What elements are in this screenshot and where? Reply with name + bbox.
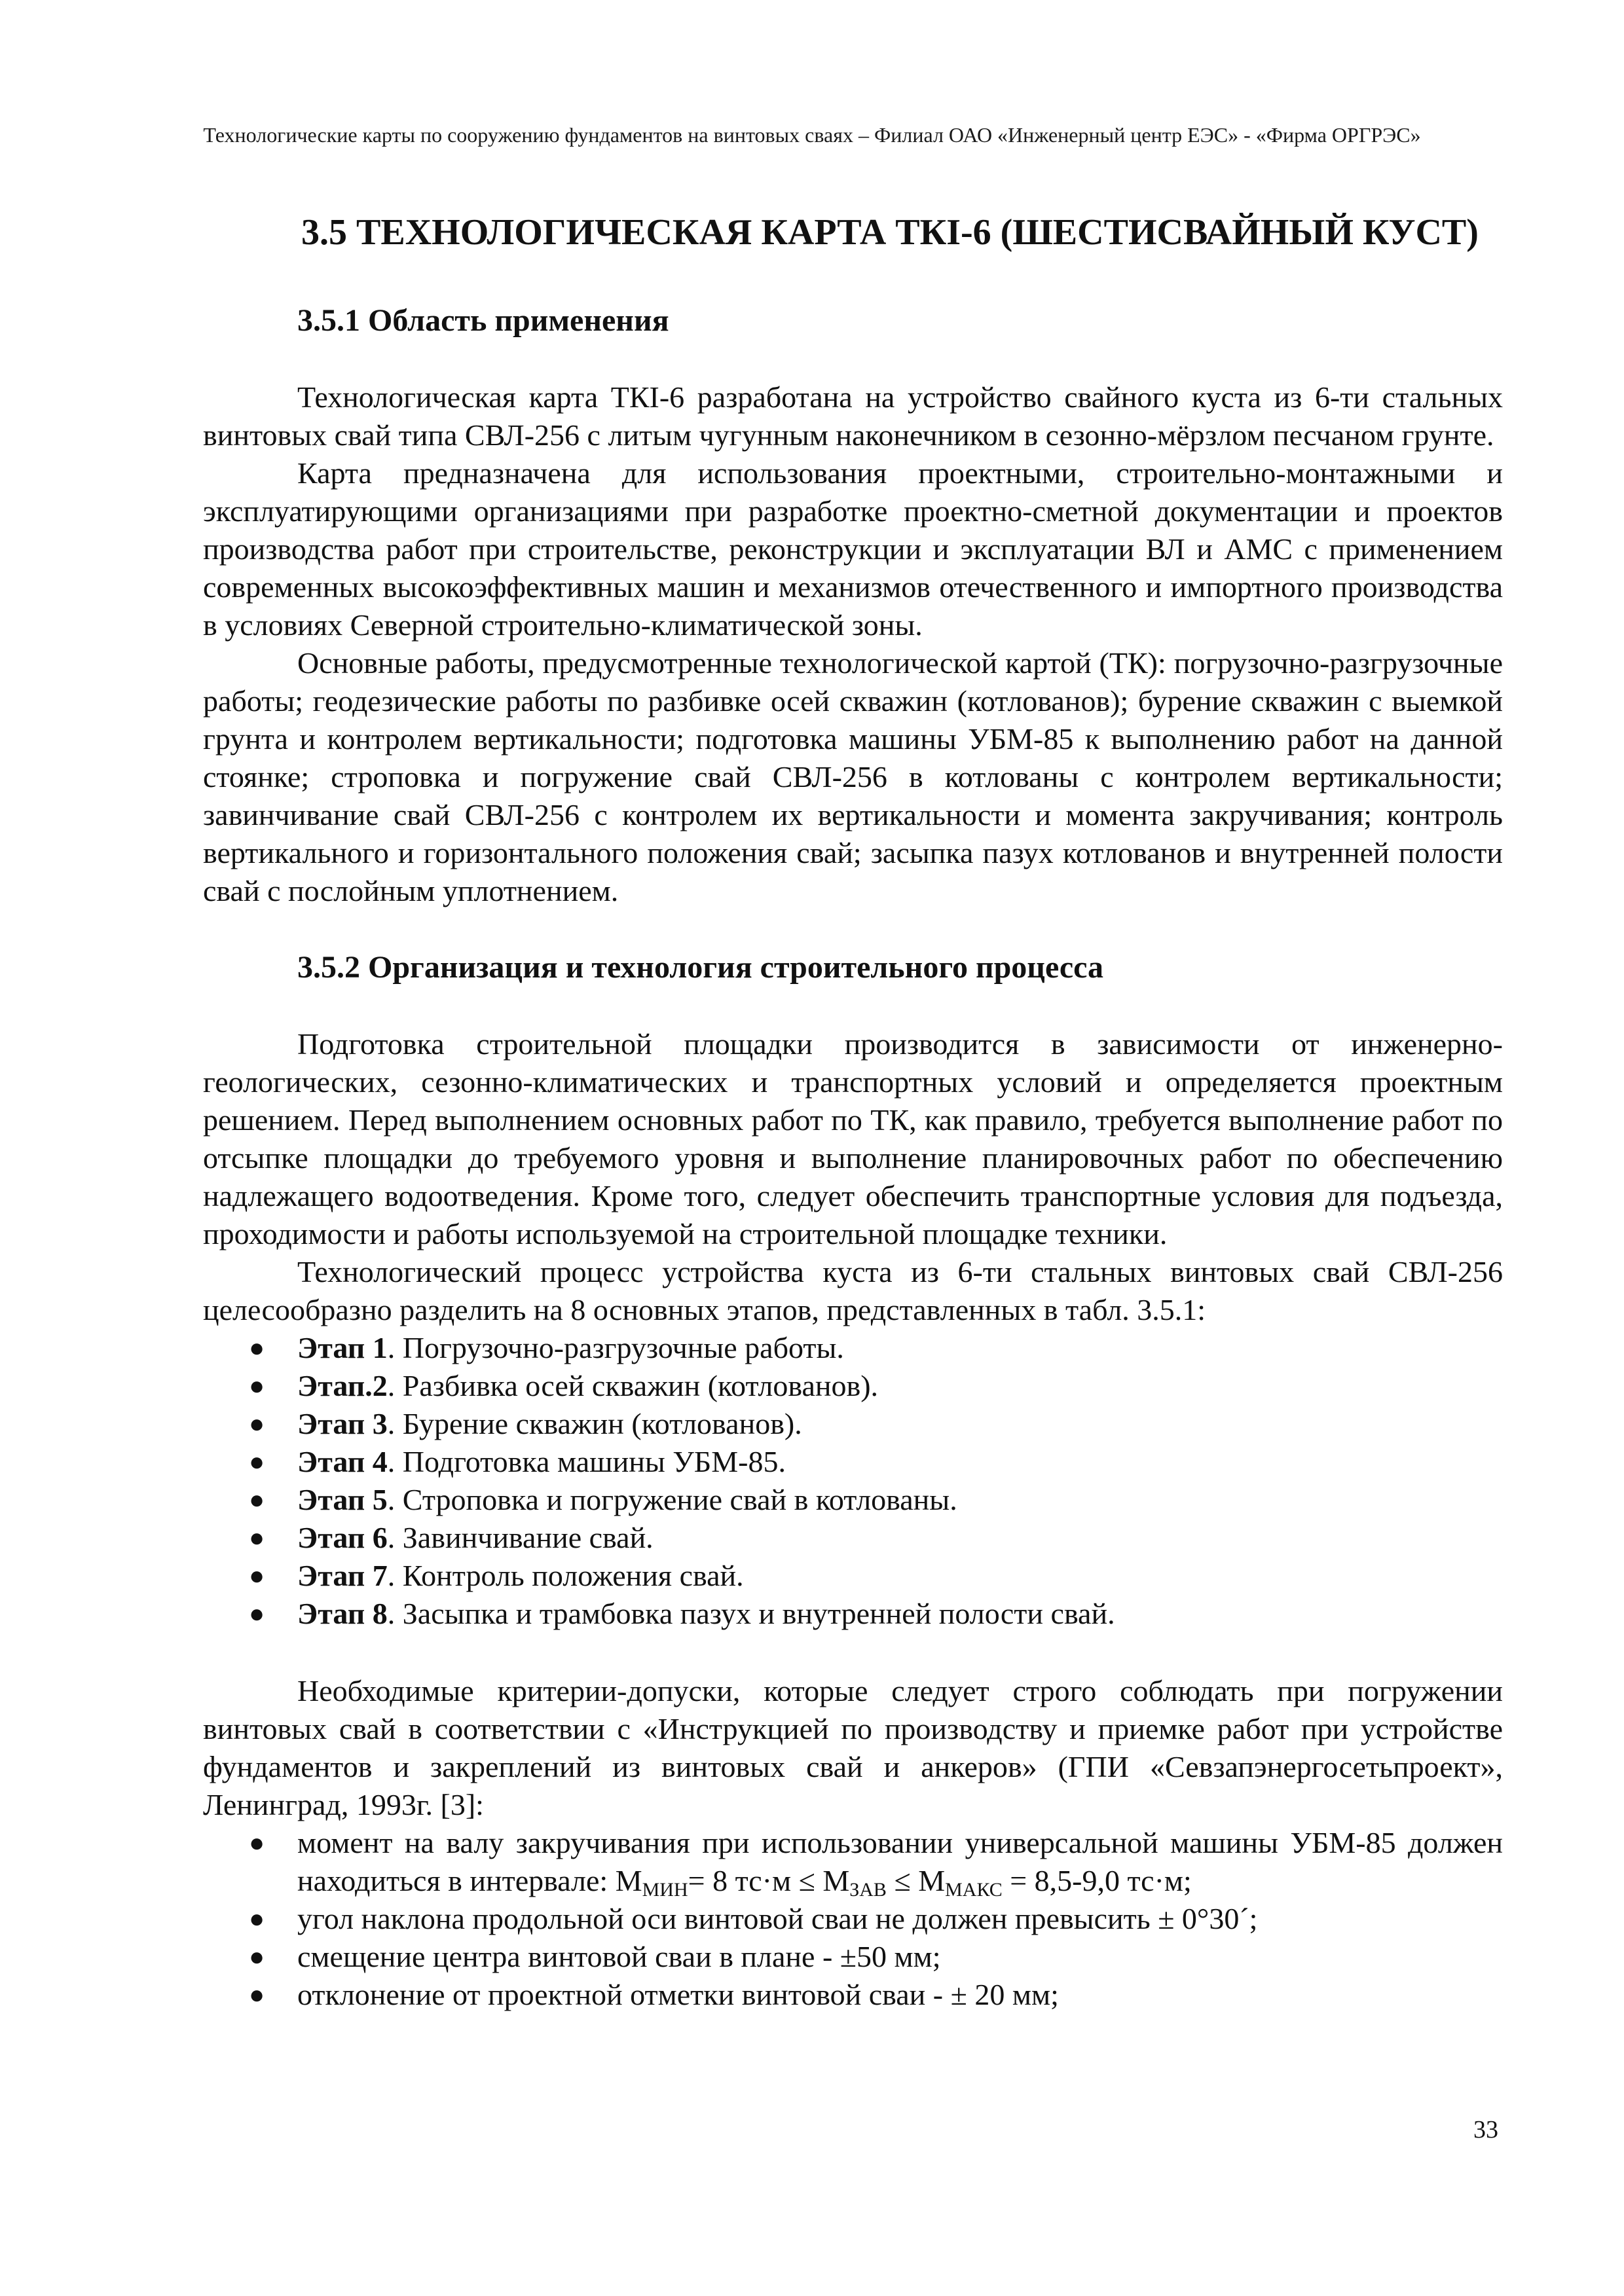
stage-text: . Разбивка осей скважин (котлованов). xyxy=(387,1369,879,1402)
stage-label: Этап 6 xyxy=(297,1521,388,1554)
criterion-deviation-text: отклонение от проектной отметки винтовой сваи - ± 20 мм; xyxy=(297,1978,1059,2011)
stage-text: . Бурение скважин (котлованов). xyxy=(387,1407,802,1440)
bullet-icon: ● xyxy=(249,1980,265,2009)
criterion-angle xyxy=(203,1900,1503,1938)
bullet-icon: ● xyxy=(249,1828,265,1857)
stage-label: Этап 3 xyxy=(297,1407,388,1440)
bullet-icon: ● xyxy=(249,1523,265,1552)
torque-min-subscript: МИН xyxy=(642,1879,688,1901)
stage-text: . Контроль положения свай. xyxy=(387,1559,744,1592)
criterion-offset-text: смещение центра винтовой сваи в плане - ±50 мм; xyxy=(297,1940,941,1973)
criterion-angle-text: угол наклона продольной оси винтовой сваи не должен превысить ± 0°30´; xyxy=(297,1902,1258,1935)
bullet-icon: ● xyxy=(249,1447,265,1476)
bullet-icon: ● xyxy=(249,1485,265,1514)
criterion-deviation xyxy=(203,1976,1503,2014)
paragraph-organization-2: Технологический процесс устройства куста из 6-ти стальных винтовых свай СВЛ-256 целесообразно разделить на 8 основных этапов, представленных в табл. 3.5.1: xyxy=(203,1255,1503,1326)
paragraph-organization-1: Подготовка строительной площадки производится в зависимости от инженерно-геологических, сезонно-климатических и транспортных условий и определяется проектным решением. Перед выполнением основных работ по ТК, как правило, требуется выполнение работ по отсыпке площадки до требуемого уровня и выполнение планировочных работ по обеспечению надлежащего водоотведения. Кроме того, следует обеспечить транспортные условия для подъезда, проходимости и работы используемой на строительной площадке техники. xyxy=(203,1027,1503,1250)
bullet-icon: ● xyxy=(249,1599,265,1628)
stages-list xyxy=(203,1329,1503,1633)
running-header: Технологические карты по сооружению фундаментов на винтовых сваях – Филиал ОАО «Инженерный центр ЕЭС» - «Фирма ОРГРЭС» xyxy=(203,123,1421,147)
stage-label: Этап 7 xyxy=(297,1559,388,1592)
criterion-offset xyxy=(203,1938,1503,1976)
stage-item xyxy=(203,1481,1503,1519)
stage-label: Этап 8 xyxy=(297,1597,388,1630)
stage-text: . Строповка и погружение свай в котлованы. xyxy=(387,1483,957,1516)
stage-item xyxy=(203,1405,1503,1443)
criterion-torque xyxy=(203,1824,1503,1900)
stage-item xyxy=(203,1519,1503,1557)
torque-max-subscript: МАКС xyxy=(945,1879,1003,1901)
torque-mid-1: = 8 тс·м ≤ М xyxy=(688,1864,850,1897)
paragraph-scope-2: Карта предназначена для использования проектными, строительно-монтажными и эксплуатирующими организациями при разработке проектно-сметной документации и проектов производства работ при строительстве, реконструкции и эксплуатации ВЛ и АМС с применением современных высокоэффективных машин и механизмов отечественного и импортного производства в условиях Северной строительно-климатической зоны. xyxy=(203,456,1503,642)
section-title: 3.5 ТЕХНОЛОГИЧЕСКАЯ КАРТА ТКІ-6 (ШЕСТИСВАЙНЫЙ КУСТ) xyxy=(301,212,1479,253)
bullet-icon: ● xyxy=(249,1561,265,1590)
subsection-heading-organization: 3.5.2 Организация и технология строительного процесса xyxy=(297,950,1104,985)
paragraph-scope-1: Технологическая карта ТКІ-6 разработана на устройство свайного куста из 6-ти стальных винтовых свай типа СВЛ-256 с литым чугунным наконечником в сезонно-мёрзлом песчаном грунте. xyxy=(203,380,1503,452)
stage-label: Этап 5 xyxy=(297,1483,388,1516)
stage-item xyxy=(203,1557,1503,1595)
stage-label: Этап 1 xyxy=(297,1331,388,1364)
stage-text: . Завинчивание свай. xyxy=(387,1521,654,1554)
criteria-list xyxy=(203,1824,1503,2014)
page-content xyxy=(203,210,1503,2014)
stage-item xyxy=(203,1443,1503,1481)
paragraph-criteria-intro: Необходимые критерии-допуски, которые следует строго соблюдать при погружении винтовых свай в соответствии с «Инструкцией по производству и приемке работ при устройстве фундаментов и закреплений из винтовых свай и анкеров» (ГПИ «Севзапэнергосетьпроект», Ленинград, 1993г. [3]: xyxy=(203,1674,1503,1821)
stage-text: . Погрузочно-разгрузочные работы. xyxy=(387,1331,844,1364)
stage-item xyxy=(203,1329,1503,1367)
stage-label: Этап.2 xyxy=(297,1369,388,1402)
paragraph-scope-3: Основные работы, предусмотренные технологической картой (ТК): погрузочно-разгрузочные работы; геодезические работы по разбивке осей скважин (котлованов); бурение скважин с выемкой грунта и контролем вертикальности; подготовка машины УБМ-85 к выполнению работ на данной стоянке; строповка и погружение свай СВЛ-256 в котлованы с контролем вертикальности; завинчивание свай СВЛ-256 с контролем их вертикальности и момента закручивания; контроль вертикального и горизонтального положения свай; засыпка пазух котлованов и внутренней полости свай с послойным уплотнением. xyxy=(203,646,1503,907)
stage-item xyxy=(203,1367,1503,1405)
torque-mid-2: ≤ М xyxy=(886,1864,946,1897)
subsection-heading-scope: 3.5.1 Область применения xyxy=(297,303,669,338)
stage-text: . Подготовка машины УБМ-85. xyxy=(387,1445,786,1478)
bullet-icon: ● xyxy=(249,1942,265,1971)
torque-zav-subscript: ЗАВ xyxy=(849,1879,887,1901)
torque-prefix: момент на валу закручивания при использовании универсальной машины УБМ-85 должен находиться в интервале: М xyxy=(297,1826,1503,1897)
bullet-icon: ● xyxy=(249,1371,265,1400)
bullet-icon: ● xyxy=(249,1409,265,1438)
page-number: 33 xyxy=(1473,2116,1498,2143)
stage-label: Этап 4 xyxy=(297,1445,388,1478)
torque-suffix: = 8,5-9,0 тс·м; xyxy=(1002,1864,1192,1897)
bullet-icon: ● xyxy=(249,1333,265,1362)
stage-item xyxy=(203,1595,1503,1633)
bullet-icon: ● xyxy=(249,1904,265,1933)
stage-text: . Засыпка и трамбовка пазух и внутренней полости свай. xyxy=(387,1597,1115,1630)
